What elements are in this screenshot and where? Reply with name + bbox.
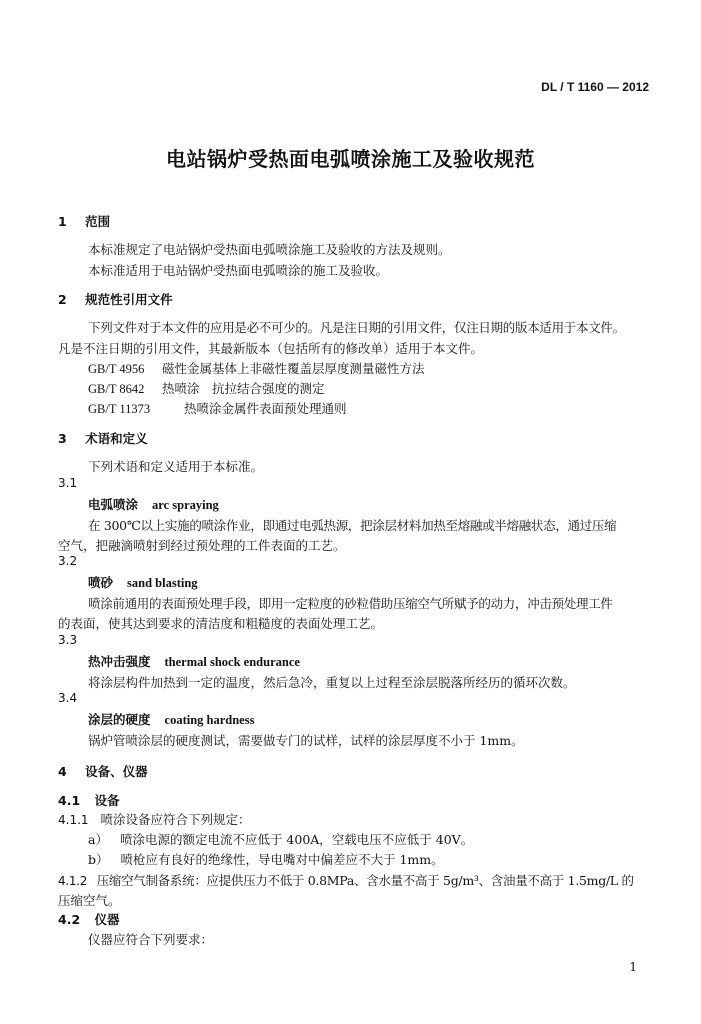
list-text: 喷枪应有良好的绝缘性，导电嘴对中偏差应不大于 1mm。 [120,852,444,867]
list-item [88,830,473,848]
subsection-title: 设备 [94,793,120,808]
term-zh: 热冲击强度 [88,654,151,669]
subsection-title: 仪器 [94,912,120,927]
reference-item [88,359,425,377]
term-definition: 的表面，使其达到要求的清洁度和粗糙度的表面处理工艺。 [58,616,384,631]
reference-code: GB/T 4956 [88,362,145,376]
section-title: 设备、仪器 [85,764,148,779]
standard-number: DL / T 1160 — 2012 [541,80,649,94]
term-en: sand blasting [127,576,198,590]
clause-text-continued: 压缩空气。 [58,893,121,908]
paragraph: 下列术语和定义适用于本标准。 [88,459,264,474]
section-number: 2 [58,292,67,307]
term-en: coating hardness [164,713,255,727]
subsection-number: 4.2 [58,912,81,927]
term-number: 3.3 [58,633,78,647]
reference-item [88,379,325,397]
document-title: 电站锅炉受热面电弧喷涂施工及验收规范 [166,147,535,171]
term-definition: 空气，把融滴喷射到经过预处理的工件表面的工艺。 [58,538,346,553]
paragraph: 下列文件对于本文件的应用是必不可少的。凡是注日期的引用文件，仅注日期的版本适用于本文件。 [88,320,625,335]
term-heading [88,573,198,591]
section-number: 4 [58,764,67,779]
paragraph: 本标准适用于电站锅炉受热面电弧喷涂的施工及验收。 [88,263,389,278]
reference-code: GB/T 11373 [88,402,151,416]
list-marker: a） [88,832,108,847]
reference-code: GB/T 8642 [88,382,145,396]
list-item [88,850,444,868]
term-zh: 电弧喷涂 [88,497,139,512]
clause-number: 4.1.1 [58,813,89,827]
section-title: 范围 [85,214,111,229]
list-marker: b） [88,852,109,867]
term-number: 3.1 [58,476,78,490]
term-definition: 锅炉管喷涂层的硬度测试，需要做专门的试样，试样的涂层厚度不小于 1mm。 [88,733,524,748]
reference-title: 磁性金属基体上非磁性覆盖层厚度测量磁性方法 [161,361,425,376]
section-1-heading [58,212,110,230]
term-en: thermal shock endurance [164,655,300,669]
clause-4-1-2 [58,871,634,889]
section-title: 术语和定义 [85,431,148,446]
term-zh: 喷砂 [88,575,114,590]
section-4-heading [58,762,148,780]
subsection-number: 4.1 [58,793,81,808]
term-number: 3.2 [58,554,78,568]
term-heading [88,652,300,670]
page-number: 1 [629,960,637,974]
clause-4-1-1 [58,810,251,828]
term-definition: 将涂层构件加热到一定的温度，然后急冷，重复以上过程至涂层脱落所经历的循环次数。 [88,675,576,690]
reference-item [88,399,347,417]
clause-text: 喷涂设备应符合下列规定： [100,812,251,827]
paragraph: 本标准规定了电站锅炉受热面电弧喷涂施工及验收的方法及规则。 [88,242,451,257]
list-text: 喷涂电源的额定电流不应低于 400A，空载电压不应低于 40V。 [119,832,474,847]
term-number: 3.4 [58,691,78,705]
term-en: arc spraying [152,498,219,512]
section-title: 规范性引用文件 [85,292,173,307]
section-3-heading [58,429,148,447]
term-heading [88,710,254,728]
clause-text: 压缩空气制备系统：应提供压力不低于 0.8MPa、含水量不高于 5g/m³、含油量不高于 1.5mg/L 的 [96,873,634,888]
reference-title: 热喷涂 抗拉结合强度的测定 [161,381,325,396]
term-definition: 喷涂前通用的表面预处理手段，即用一定粒度的砂粒借助压缩空气所赋予的动力，冲击预处理工件 [88,596,613,611]
subsection-heading [58,791,120,809]
term-zh: 涂层的硬度 [88,712,151,727]
section-number: 1 [58,214,67,229]
paragraph: 仪器应符合下列要求： [88,932,214,947]
reference-title: 热喷涂金属件表面预处理通则 [183,401,347,416]
section-2-heading [58,290,173,308]
clause-number: 4.1.2 [58,874,88,888]
paragraph: 凡是不注日期的引用文件，其最新版本（包括所有的修改单）适用于本文件。 [58,341,484,356]
term-definition: 在 300℃以上实施的喷涂作业，即通过电弧热源，把涂层材料加热至熔融或半熔融状态，通过压缩 [88,518,617,533]
term-heading [88,495,219,513]
subsection-heading [58,910,120,928]
section-number: 3 [58,431,67,446]
